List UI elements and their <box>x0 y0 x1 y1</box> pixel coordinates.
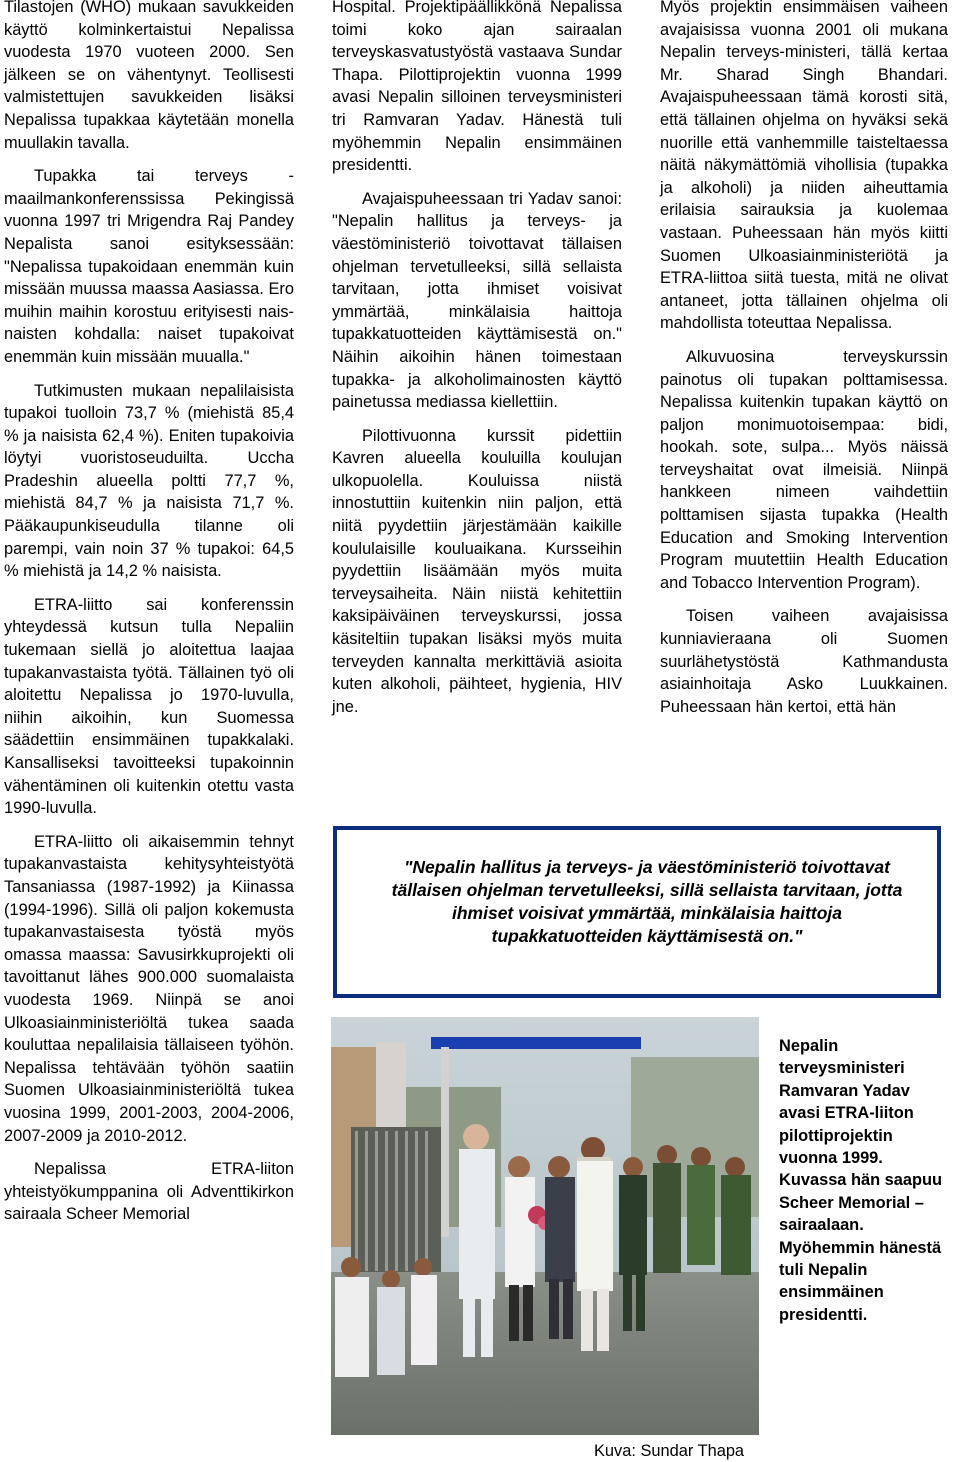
text-column-2 <box>332 0 622 718</box>
paragraph: Pilottivuonna kurssit pidettiin Kavren alueella kouluilla koulujan ulkopuolella. Kouluissa niistä innostuttiin kuitenkin niin paljon, että niitä pyydettiin järjestämään kaikille koululaisille kouluaikana. Kursseihin pyydettiin lisäämään myös muita terveysaiheita. Näin niistä kehitettiin kaksipäiväinen terveyskurssi, jossa käsiteltiin tupakan lisäksi myös muita terveyden kannalta merkittäviä asioita kuten alkoholi, päihteet, hygienia, HIV jne. <box>332 426 622 716</box>
paragraph: ETRA-liitto sai konferenssin yhteydessä kutsun tulla Nepaliin tukemaan siellä jo aloitettua laajaa tupakanvastaista työtä. Tällainen työ oli aloitettu Nepalissa jo 1970-luvulla, niihin aikoihin, kun Suomessa säädettiin ensimmäinen tupakkalaki. Kansalliseksi tavoitteeksi tupakoinnin vähentäminen oli kuitenkin otettu vasta 1990-luvulla. <box>4 595 294 818</box>
paragraph: Hospital. Projektipäällikkönä Nepalissa toimi koko ajan sairaalan terveyskasvatustyöstä vastaava Sundar Thapa. Pilottiprojektin vuonna 1999 avasi Nepalin silloinen terveysministeri tri Ramvaran Yadav. Hänestä tuli myöhemmin Nepalin ensimmäinen presidentti. <box>332 0 622 175</box>
paragraph: Myös projektin ensimmäisen vaiheen avajaisissa vuonna 2001 oli mukana Nepalin terveys-ministeri, tällä kertaa Mr. Sharad Singh Bhandari. Avajaispuheessaan tämä korosti sitä, että tällainen ohjelma on hyväksi sekä nuorille että vanhemmille taisteltaessa näitä näkymättömiä vihollisia (tupakka ja alkoholi) ja niiden aiheuttamia erilaisia sairauksia ja kuolemaa vastaan. Puheessaan hän myös kiitti Suomen Ulkoasiainministeriötä ja ETRA-liittoa siitä tuesta, mitä ne olivat antaneet, jotta tällainen ohjelma oli mahdollista toteuttaa Nepalissa. <box>660 0 948 333</box>
paragraph: Nepalissa ETRA-liiton yhteistyökumppanina oli Adventtikirkon sairaala Scheer Memorial <box>4 1160 294 1224</box>
paragraph: ETRA-liitto oli aikaisemmin tehnyt tupakanvastaista kehitysyhteistyötä Tansaniassa (1987-1992) ja Kiinassa (1994-1996). Sillä oli paljon kokemusta tupakanvastaisesta työstä myös omassa maassa: Savusirkkuprojekti oli tavoittanut lähes 900.000 suomalaista vuodesta 1969. Niinpä se anoi Ulkoasiainministeriöltä tukea saada kouluttaa nepalilaisia tällaiseen työhön. Nepalissa tehtävään työhön saatiin Suomen Ulkoasiainministeriöltä tukea vuosina 1999, 2001-2003, 2004-2006, 2007-2009 ja 2010-2012. <box>4 832 294 1145</box>
paragraph: Tilastojen (WHO) mukaan savukkeiden käyttö kolminkertaistui Nepalissa vuodesta 1970 vuoteen 2000. Sen jälkeen se on vähentynyt. Teollisesti valmistettujen savukkeiden lisäksi Nepalissa tupakkaa käytetään monella muullakin tavalla. <box>4 0 294 152</box>
paragraph: Tupakka tai terveys -maailmankonferenssissa Pekingissä vuonna 1997 tri Mrigendra Raj Pandey Nepalista sanoi esityksessään: "Nepalissa tupakoidaan enemmän kuin missään muussa maassa Aasiassa. Ero muihin maihin korostuu erityisesti nais-naisten kohdalla: naiset tupakoivat enemmän kuin missään muualla." <box>4 167 294 366</box>
news-photo <box>331 1017 759 1435</box>
gate-grille <box>351 1127 441 1277</box>
paragraph: Alkuvuosina terveyskurssin painotus oli tupakan polttamisessa. Nepalissa kuitenkin tupakan käyttö on paljon monimuotoisempaa: bidi, hookah. sote, sulpa... Myös näissä terveyshaitat ovat ilmeisiä. Niinpä hankkeen nimeen vaihdettiin polttamisen sijasta tupakka (Health Education and Smoking Intervention Program muutettiin Health Education and Tobacco Intervention Program). <box>660 347 948 592</box>
pull-quote-text: "Nepalin hallitus ja terveys- ja väestöministeriö toivottavat tällaisen ohjelman tervetulleeksi, sillä sellaista tarvitaan, jotta ihmiset voisivat ymmärtää, minkälaisia haittoja tupakkatuotteiden käyttämisestä on." <box>391 857 903 946</box>
photo-caption: Nepalin terveysministeri Ramvaran Yadav avasi ETRA-liiton pilottiprojektin vuonna 1999. Kuvassa hän saapuu Scheer Memorial –sairaalaan. Myöhemmin hänestä tuli Nepalin ensimmäinen presidentti. <box>779 1037 943 1324</box>
paragraph: Toisen vaiheen avajaisissa kunniavieraana oli Suomen suurlähetystöstä Kathmandusta asiainhoitaja Asko Luukkainen. Puheessaan hän kertoi, että hän <box>660 607 948 716</box>
paragraph: Tutkimusten mukaan nepalilaisista tupakoi tuolloin 73,7 % (miehistä 85,4 % ja naisista 62,4 %). Eniten tupakoivia löytyi vuoristoseuduilta. Uccha Pradeshin alueella poltti 77,7 %, miehistä 84,7 % ja naisista 71,7 %. Pääkaupunkiseudulla tilanne oli parempi, vain noin 37 % tupakoi: 64,5 % miehistä ja 14,2 % naisista. <box>4 381 294 581</box>
photo-credit: Kuva: Sundar Thapa <box>594 1442 745 1460</box>
text-column-1 <box>4 0 294 1226</box>
photo-illustration <box>331 1017 759 1435</box>
pull-quote-box <box>333 826 941 998</box>
paragraph: Avajaispuheessaan tri Yadav sanoi: "Nepalin hallitus ja terveys- ja väestöministeriö toivottavat tällaisen ohjelman tervetulleeksi, sillä sellaista tarvitaan, jotta ihmiset voisivat ymmärtää, minkälaisia haittoja tupakkatuotteiden käyttämisestä on." Näihin aikoihin hänen toimestaan tupakka- ja alkoholimainosten käyttö painetussa mediassa kiellettiin. <box>332 189 622 412</box>
text-column-3 <box>660 0 948 718</box>
